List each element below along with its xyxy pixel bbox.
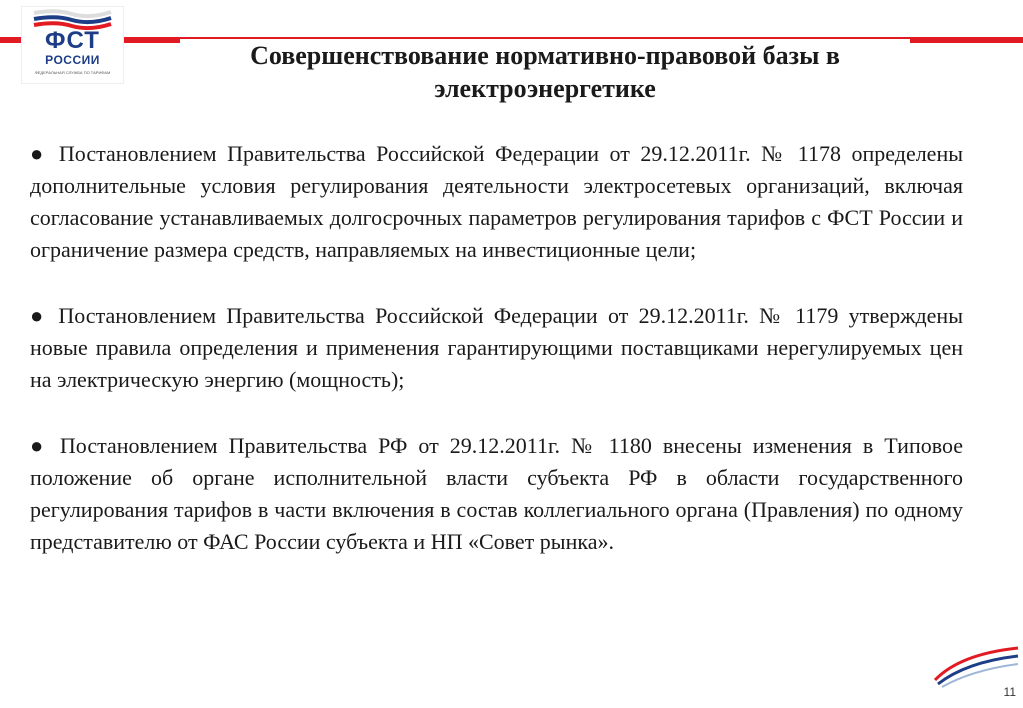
page-number: 11 xyxy=(1003,685,1016,699)
swoosh-decoration-icon xyxy=(930,640,1020,688)
paragraph-text: Постановлением Правительства Российской Федерации от 29.12.2011г. № 1178 определены дополнительные условия регулирования деятельности электросетевых организаций, включая согласование устанавливаемых долгосрочных параметров регулирования тарифов с ФСТ России и ограничение размера средств, направляемых на инвестиционные цели; xyxy=(30,141,963,262)
bullet-icon: ● xyxy=(30,141,49,166)
bullet-icon: ● xyxy=(30,433,49,458)
paragraph-1179 xyxy=(30,300,963,396)
fst-logo xyxy=(22,7,123,83)
bullet-icon: ● xyxy=(30,303,49,328)
paragraph-text: Постановлением Правительства РФ от 29.12.2011г. № 1180 внесены изменения в Типовое положение об органе исполнительной власти субъекта РФ в области государственного регулирования тарифов в части включения в состав коллегиального органа (Правления) по одному представителю от ФАС России субъекта и НП «Совет рынка». xyxy=(30,433,964,554)
logo-abbreviation: ФСТ xyxy=(45,27,100,54)
logo-agency: ФЕДЕРАЛЬНАЯ СЛУЖБА ПО ТАРИФАМ xyxy=(34,70,111,75)
paragraph-1180 xyxy=(30,430,963,558)
page-title: Совершенствование нормативно-правовой базы в электроэнергетике xyxy=(180,39,910,105)
logo-country: РОССИИ xyxy=(45,53,100,67)
paragraph-1178 xyxy=(30,138,963,266)
slide-body xyxy=(30,138,963,592)
paragraph-text: Постановлением Правительства Российской Федерации от 29.12.2011г. № 1179 утверждены новые правила определения и применения гарантирующими поставщиками нерегулируемых цен на электрическую энергию (мощность); xyxy=(30,303,963,392)
